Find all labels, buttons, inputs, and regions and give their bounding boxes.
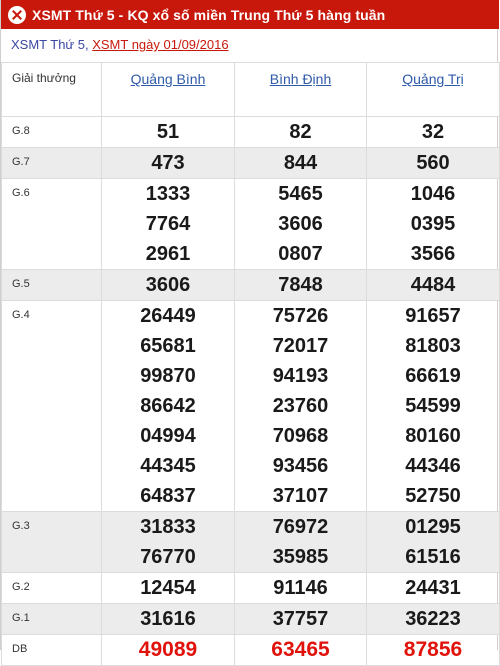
prize-number: 51 [156, 121, 180, 143]
prize-number: 3606 [145, 274, 191, 296]
prize-number: 560 [416, 152, 450, 174]
prize-cell [367, 117, 500, 148]
prize-number: 80160 [405, 425, 461, 447]
prize-row [2, 270, 500, 301]
prize-number: 12454 [140, 577, 196, 599]
prize-cell [235, 573, 367, 604]
prize-number: 3606 [278, 213, 323, 235]
prize-number: 35985 [272, 546, 329, 568]
prize-cell [367, 573, 500, 604]
prize-row [2, 301, 500, 512]
prize-row [2, 604, 500, 635]
prize-cell [367, 179, 500, 270]
prize-number: 24431 [405, 577, 461, 599]
province-header [367, 63, 500, 117]
prize-cell [102, 179, 235, 270]
prize-cell [235, 148, 367, 179]
prize-cell [102, 635, 235, 666]
prize-label: G.4 [2, 301, 102, 512]
prize-cell [367, 635, 500, 666]
prize-label: G.2 [2, 573, 102, 604]
x-circle-icon [8, 6, 26, 24]
prize-number: 75726 [272, 305, 329, 327]
prize-number: 31833 [140, 516, 196, 538]
prize-cell [102, 573, 235, 604]
prize-label: G.7 [2, 148, 102, 179]
prize-label: G.3 [2, 512, 102, 573]
province-header [235, 63, 367, 117]
prize-cell [235, 512, 367, 573]
prize-number: 99870 [140, 365, 196, 387]
special-prize-number: 63465 [271, 638, 330, 661]
prize-number: 66619 [405, 365, 461, 387]
prize-number: 7848 [278, 274, 323, 296]
prize-number: 844 [283, 152, 318, 174]
prize-number: 86642 [140, 395, 196, 417]
prize-cell [367, 301, 500, 512]
prize-number: 3566 [410, 243, 456, 265]
panel-header [1, 0, 499, 29]
prize-cell [235, 635, 367, 666]
prize-number: 31616 [140, 608, 196, 630]
prize-label: G.5 [2, 270, 102, 301]
prize-number: 01295 [405, 516, 461, 538]
prize-number: 04994 [140, 425, 196, 447]
prize-number: 61516 [405, 546, 461, 568]
prize-cell [367, 512, 500, 573]
province-link[interactable]: Quảng Bình [130, 71, 206, 87]
prize-label: G.6 [2, 179, 102, 270]
prize-number: 70968 [272, 425, 329, 447]
province-link[interactable]: Bình Định [269, 71, 332, 87]
prize-cell [102, 301, 235, 512]
prize-number: 37757 [272, 608, 329, 630]
special-prize-number: 49089 [138, 638, 198, 661]
date-link[interactable]: XSMT ngày 01/09/2016 [92, 37, 229, 52]
prize-cell [102, 512, 235, 573]
prize-number: 91146 [273, 577, 328, 599]
prize-number: 93456 [272, 455, 329, 477]
prize-row [2, 179, 500, 270]
prize-number: 54599 [405, 395, 461, 417]
prize-number: 52750 [405, 485, 461, 507]
province-link[interactable]: Quảng Trị [402, 71, 464, 87]
prize-number: 26449 [140, 305, 196, 327]
prize-number: 23760 [272, 395, 329, 417]
prize-number: 0807 [278, 243, 323, 265]
prize-number: 65681 [140, 335, 196, 357]
prize-cell [367, 148, 500, 179]
prize-label: G.1 [2, 604, 102, 635]
prize-number: 44346 [405, 455, 461, 477]
prize-cell [235, 270, 367, 301]
prize-number: 82 [289, 121, 312, 143]
prize-number: 76972 [272, 516, 329, 538]
prize-number: 1333 [145, 183, 191, 205]
prize-number: 1046 [410, 183, 456, 205]
prize-cell [235, 604, 367, 635]
prize-number: 5465 [278, 183, 323, 205]
prize-cell [102, 148, 235, 179]
prize-cell [235, 117, 367, 148]
prize-number: 473 [151, 152, 185, 174]
subtitle [11, 34, 229, 56]
prize-row [2, 573, 500, 604]
prize-number: 64837 [140, 485, 196, 507]
prize-cell [235, 301, 367, 512]
prize-number: 91657 [405, 305, 461, 327]
results-table [1, 62, 500, 666]
prize-row [2, 148, 500, 179]
prize-number: 94193 [272, 365, 329, 387]
prize-number: 0395 [410, 213, 456, 235]
header-title: XSMT Thứ 5 - KQ xổ số miền Trung Thứ 5 hàng tuần [32, 6, 386, 23]
prize-cell [367, 270, 500, 301]
prize-row [2, 512, 500, 573]
prize-row [2, 635, 500, 666]
prize-label: G.8 [2, 117, 102, 148]
prize-cell [102, 117, 235, 148]
prize-number: 32 [421, 121, 445, 143]
prize-cell [235, 179, 367, 270]
prize-number: 81803 [405, 335, 461, 357]
prize-label: DB [2, 635, 102, 666]
prize-number: 36223 [405, 608, 461, 630]
prize-number: 4484 [410, 274, 456, 296]
prize-number: 37107 [272, 485, 329, 507]
prize-cell [367, 604, 500, 635]
prize-number: 76770 [140, 546, 196, 568]
prize-column-header: Giải thưởng [2, 63, 102, 117]
prize-number: 44345 [140, 455, 196, 477]
prize-number: 2961 [145, 243, 191, 265]
subtitle-prefix: XSMT Thứ 5, [11, 37, 93, 52]
special-prize-number: 87856 [403, 638, 463, 661]
prize-number: 72017 [272, 335, 329, 357]
prize-cell [102, 604, 235, 635]
province-header [102, 63, 235, 117]
prize-cell [102, 270, 235, 301]
prize-row [2, 117, 500, 148]
table-header-row [2, 63, 500, 117]
prize-number: 7764 [145, 213, 191, 235]
